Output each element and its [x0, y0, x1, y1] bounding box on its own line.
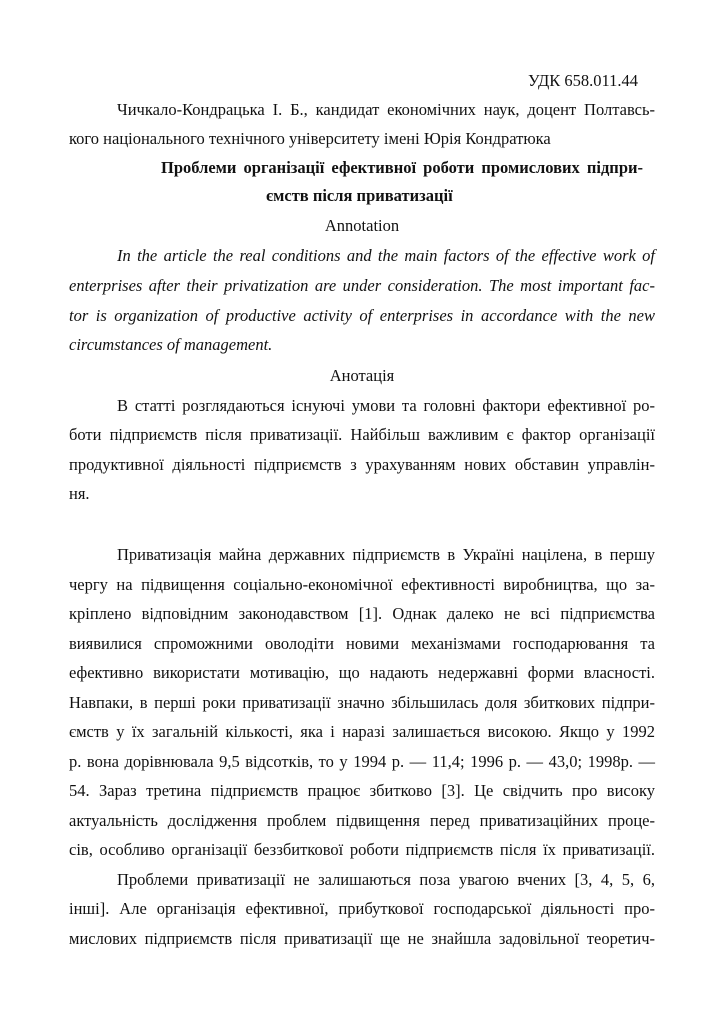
body-text-line: р. вона дорівнювала 9,5 відсотків, то у 1994 р. — 11,4; 1996 р. — 43,0; 1998р. — — [69, 752, 655, 771]
anotatsiia-heading: Анотація — [329, 366, 395, 385]
anotatsiia-text-line: ня. — [69, 484, 90, 503]
article-title-line-2: ємств після приватизації — [266, 186, 453, 205]
body-text-line: виявилися спроможними оволодіти новими механізмами господарювання та — [69, 634, 655, 653]
article-title-line-1: Проблеми організації ефективної роботи промислових підпри- — [161, 158, 643, 177]
body-text-line: сів, особливо організації беззбиткової роботи підприємств після їх приватизації. — [69, 840, 655, 859]
body-text-line: мислових підприємств після приватизації ще не знайшла задовільної теоретич- — [69, 929, 655, 948]
annotation-text-line: In the article the real conditions and the main factors of the effective work of — [117, 246, 655, 265]
anotatsiia-text-line: В статті розглядаються існуючі умови та головні фактори ефективної ро- — [117, 396, 655, 415]
body-text-line: кріплено відповідним законодавством [1]. Однак далеко не всі підприємства — [69, 604, 655, 623]
body-text-line: Приватизація майна державних підприємств в Україні націлена, в першу — [117, 545, 655, 564]
annotation-text-line: tor is organization of productive activity of enterprises in accordance with the new — [69, 306, 655, 325]
anotatsiia-text-line: боти підприємств після приватизації. Найбільш важливим є фактор організації — [69, 425, 655, 444]
author-line-1: Чичкало-Кондрацька І. Б., кандидат економічних наук, доцент Полтавсь- — [117, 100, 655, 119]
udc-code: УДК 658.011.44 — [528, 71, 639, 90]
body-text-line: ємств у їх загальній кількості, яка і наразі залишається високою. Якщо у 1992 — [69, 722, 655, 741]
author-line-2: кого національного технічного університету імені Юрія Кондратюка — [69, 129, 551, 148]
body-text-line: Навпаки, в перші роки приватизації значно збільшилась доля збиткових підпри- — [69, 693, 655, 712]
annotation-text-line: enterprises after their privatization are under consideration. The most important fac- — [69, 276, 655, 295]
body-text-line: актуальність дослідження проблем підвищення перед приватизаційних проце- — [69, 811, 655, 830]
body-text-line: ефективно використати мотивацію, що надають недержавні форми власності. — [69, 663, 655, 682]
body-text-line: 54. Зараз третина підприємств працює збитково [3]. Це свідчить про високу — [69, 781, 655, 800]
annotation-heading: Annotation — [324, 216, 400, 235]
body-text-line: чергу на підвищення соціально-економічної ефективності виробництва, що за- — [69, 575, 655, 594]
body-text-line: Проблеми приватизації не залишаються поза увагою вчених [3, 4, 5, 6, — [117, 870, 655, 889]
body-text-line: інші]. Але організація ефективної, прибуткової господарської діяльності про- — [69, 899, 655, 918]
annotation-text-line: circumstances of management. — [69, 335, 273, 354]
anotatsiia-text-line: продуктивної діяльності підприємств з урахуванням нових обставин управлін- — [69, 455, 655, 474]
